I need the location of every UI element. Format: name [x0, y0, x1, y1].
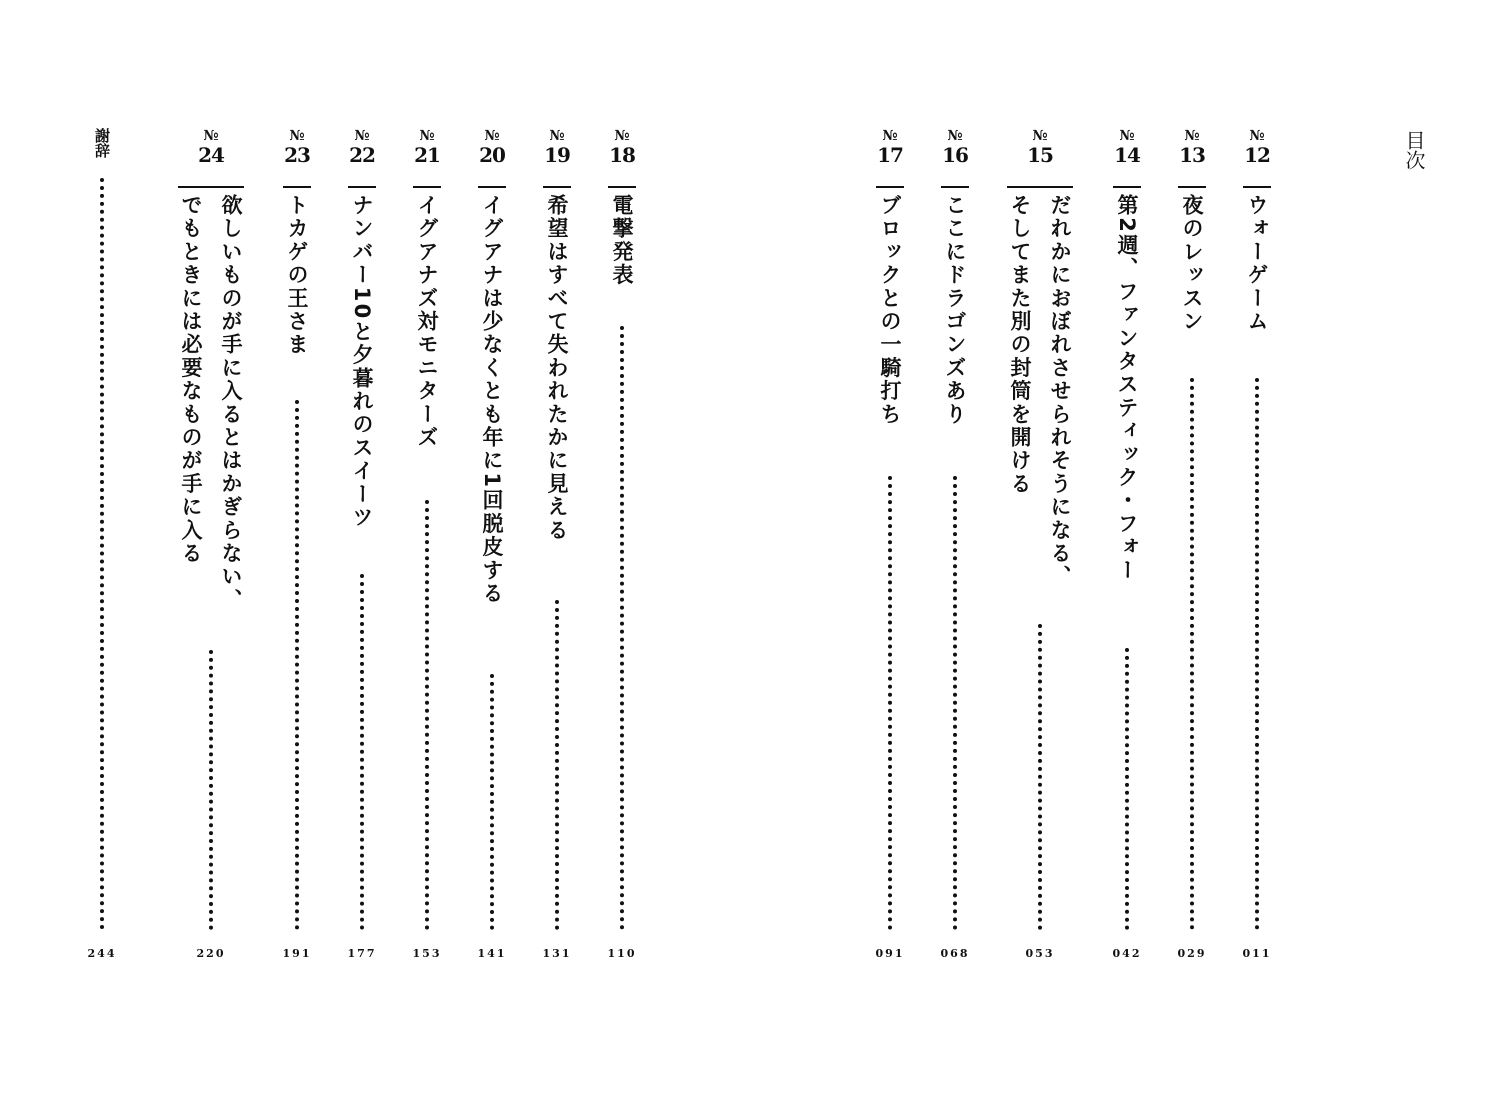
divider [941, 186, 969, 188]
toc-entry-22[interactable] [345, 128, 379, 968]
chapter-title-line-1: 欲しいものが手に入るとはかぎらない、 [219, 194, 243, 612]
chapter-title: ナンバー10と夕暮れのスイーツ [350, 194, 374, 530]
chapter-title: 電撃発表 [610, 194, 634, 287]
divider [1243, 186, 1271, 188]
toc-entry-13[interactable] [1175, 128, 1209, 968]
page-number: 220 [196, 947, 226, 960]
chapter-title: 希望はすべて失われたかに見える [545, 194, 569, 542]
page-number: 042 [1112, 947, 1142, 960]
chapter-number: № 23 [284, 128, 310, 167]
toc-entry-14[interactable] [1110, 128, 1144, 968]
divider [478, 186, 506, 188]
chapter-title: ここにドラゴンズあり [943, 194, 967, 426]
toc-entry-12[interactable] [1240, 128, 1274, 968]
divider [1007, 186, 1073, 188]
page-number: 153 [412, 947, 442, 960]
chapter-number: № 12 [1244, 128, 1270, 167]
page-number: 068 [940, 947, 970, 960]
toc-entry-23[interactable] [280, 128, 314, 968]
divider [543, 186, 571, 188]
page-number: 244 [87, 947, 117, 960]
toc-entry-24[interactable] [175, 128, 247, 968]
leader-dots [888, 476, 892, 930]
divider [1113, 186, 1141, 188]
chapter-number: № 13 [1179, 128, 1205, 167]
leader-dots [209, 650, 213, 930]
divider [608, 186, 636, 188]
divider [283, 186, 311, 188]
chapter-number: № 14 [1114, 128, 1140, 167]
leader-dots [1255, 378, 1259, 930]
toc-title: 目次 [1402, 130, 1426, 170]
leader-dots [555, 600, 559, 930]
toc-entry-16[interactable] [938, 128, 972, 968]
leader-dots [100, 178, 104, 930]
chapter-title: ウォーゲーム [1245, 194, 1269, 334]
chapter-title-line-2: でもときには必要なものが手に入る [179, 194, 203, 566]
toc-entry-20[interactable] [475, 128, 509, 968]
divider [348, 186, 376, 188]
toc-entry-acknowledgments[interactable] [86, 128, 118, 968]
toc-entry-19[interactable] [540, 128, 574, 968]
divider [178, 186, 244, 188]
page-number: 191 [282, 947, 312, 960]
leader-dots [953, 476, 957, 930]
leader-dots [1190, 378, 1194, 930]
chapter-title-line-2: そしてまた別の封筒を開ける [1008, 194, 1032, 496]
divider [1178, 186, 1206, 188]
page-number: 029 [1177, 947, 1207, 960]
chapter-number: № 16 [942, 128, 968, 167]
page-number: 141 [477, 947, 507, 960]
chapter-title: 夜のレッスン [1180, 194, 1204, 334]
acknowledgments-label: 謝辞 [93, 128, 111, 158]
page-number: 177 [347, 947, 377, 960]
page-number: 131 [542, 947, 572, 960]
chapter-title: トカゲの王さま [285, 194, 309, 357]
toc-entry-18[interactable] [605, 128, 639, 968]
leader-dots [295, 400, 299, 930]
toc-entry-15[interactable] [1004, 128, 1076, 968]
leader-dots [620, 326, 624, 930]
chapter-title: イグアナズ対モニターズ [415, 194, 439, 450]
chapter-number: № 20 [479, 128, 505, 167]
toc-entry-17[interactable] [873, 128, 907, 968]
leader-dots [425, 500, 429, 930]
divider [876, 186, 904, 188]
leader-dots [490, 674, 494, 930]
chapter-number: № 24 [198, 128, 224, 167]
chapter-title: ブロックとの一騎打ち [878, 194, 902, 426]
chapter-number: № 21 [414, 128, 440, 167]
toc-entry-21[interactable] [410, 128, 444, 968]
page-number: 011 [1242, 947, 1272, 960]
chapter-number: № 22 [349, 128, 375, 167]
divider [413, 186, 441, 188]
page-number: 053 [1025, 947, 1055, 960]
chapter-title: 第2週、ファンタスティック・フォー [1115, 194, 1139, 583]
page-number: 091 [875, 947, 905, 960]
leader-dots [360, 574, 364, 930]
chapter-title-line-1: だれかにおぼれさせられそうになる、 [1048, 194, 1072, 589]
leader-dots [1038, 624, 1042, 930]
chapter-number: № 19 [544, 128, 570, 167]
chapter-number: № 18 [609, 128, 635, 167]
page-number: 110 [607, 947, 637, 960]
leader-dots [1125, 648, 1129, 930]
chapter-number: № 17 [877, 128, 903, 167]
chapter-number: № 15 [1027, 128, 1053, 167]
chapter-title: イグアナは少なくとも年に1回脱皮する [480, 194, 504, 606]
